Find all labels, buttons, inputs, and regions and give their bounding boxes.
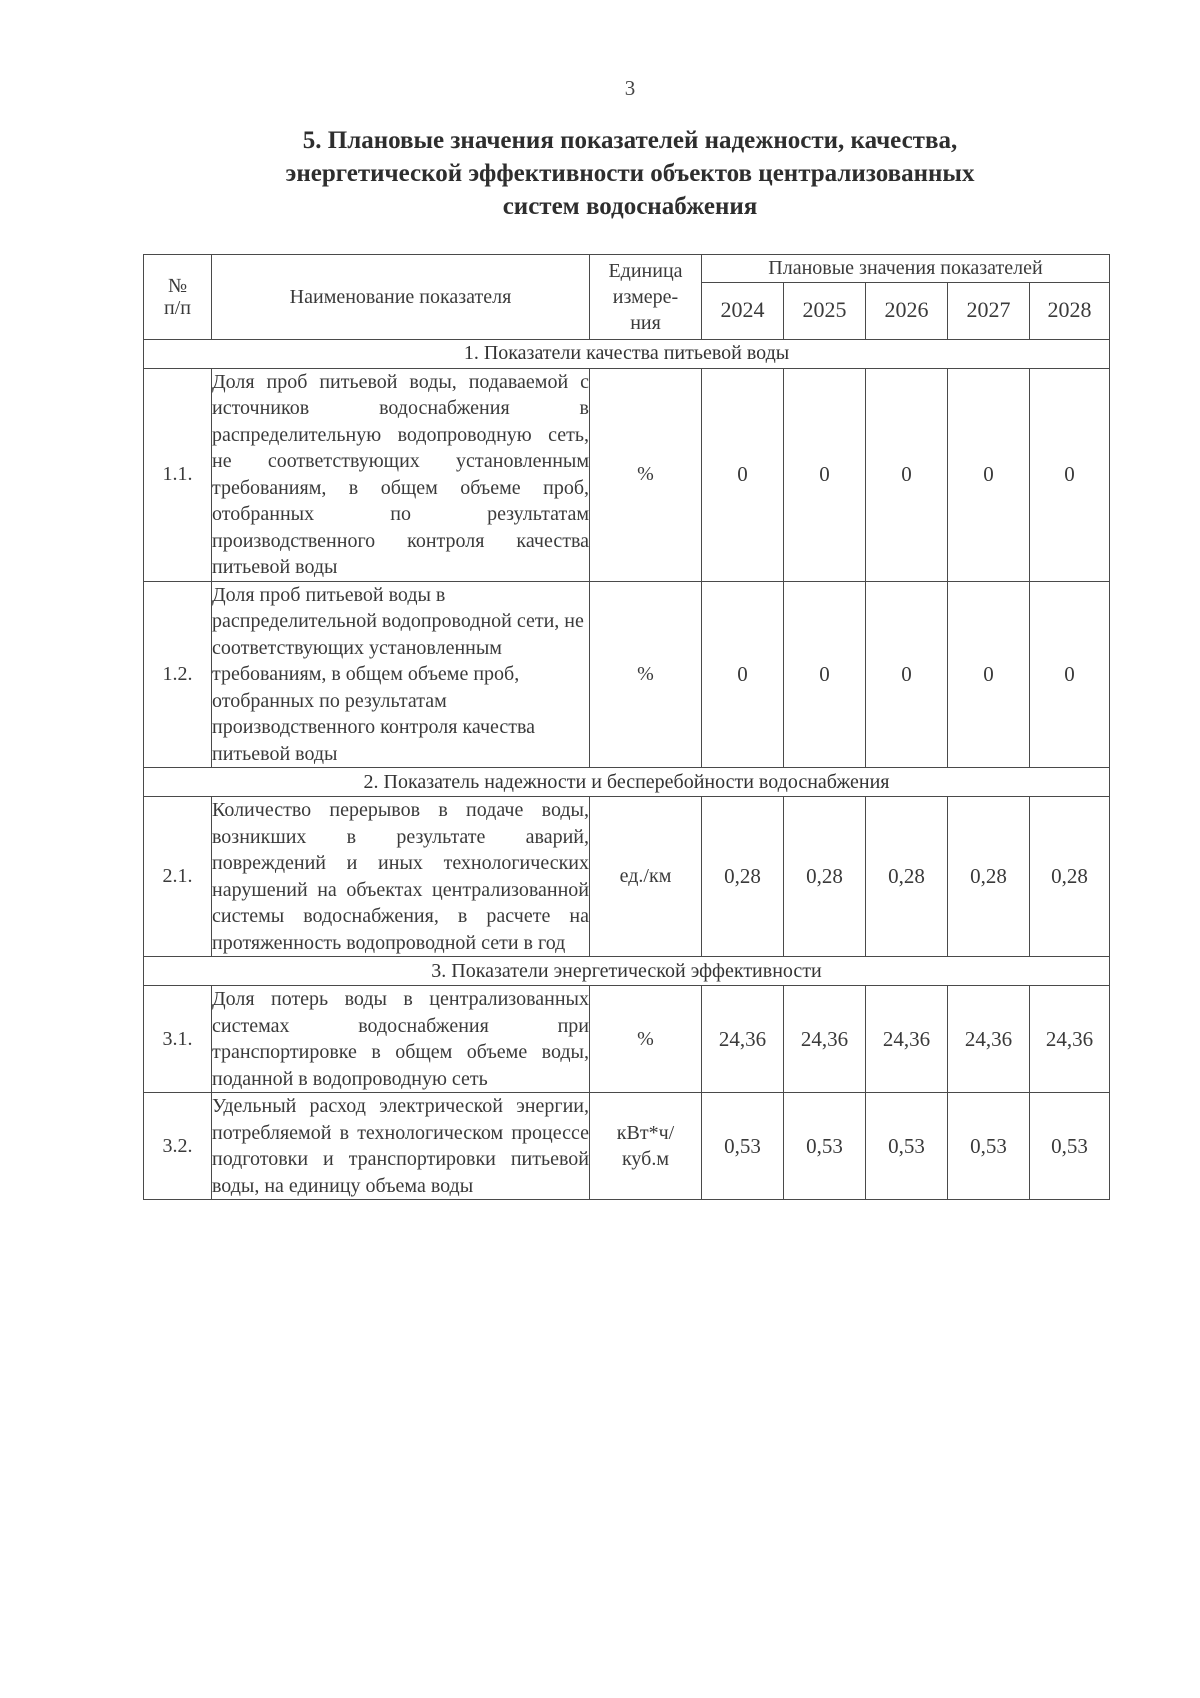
- header-unit: [590, 255, 702, 340]
- heading-line-2: энергетической эффективности объектов централизованных: [285, 160, 975, 187]
- row-indicator-name: Доля проб питьевой воды в распределительной водопроводной сети, не соответствующих установленным требованиям, в общем объеме проб, отобранных по результатам производственного контроля качества питьевой воды: [212, 581, 590, 768]
- row-value-2026: 0,53: [866, 1093, 948, 1200]
- header-year: 2025: [784, 282, 866, 339]
- header-number-line-2: п/п: [164, 296, 191, 319]
- row-number: 1.2.: [144, 581, 212, 768]
- header-planned-values: Плановые значения показателей: [702, 255, 1110, 283]
- header-unit-line-2: измере-: [612, 285, 679, 308]
- row-unit-line-2: куб.м: [621, 1148, 669, 1170]
- section-row: [144, 339, 1110, 368]
- row-value-2028: 24,36: [1030, 986, 1110, 1093]
- section-row: [144, 768, 1110, 797]
- row-value-2024: 0: [702, 368, 784, 581]
- row-value-2027: 0: [948, 368, 1030, 581]
- row-value-2027: 24,36: [948, 986, 1030, 1093]
- row-indicator-name: Удельный расход электрической энергии, потребляемой в технологическом процессе подготовки и транспортировки питьевой воды, на единицу объема воды: [212, 1093, 590, 1200]
- row-value-2028: 0,28: [1030, 797, 1110, 957]
- row-value-2026: 24,36: [866, 986, 948, 1093]
- header-year: 2026: [866, 282, 948, 339]
- table-header-row: [144, 255, 1110, 283]
- row-value-2025: 0,28: [784, 797, 866, 957]
- row-value-2025: 0: [784, 368, 866, 581]
- section-title: 1. Показатели качества питьевой воды: [144, 339, 1110, 368]
- header-unit-line-3: ния: [630, 311, 661, 334]
- page-number: 3: [624, 76, 636, 100]
- indicators-table: [143, 254, 1110, 1200]
- heading-line-3: систем водоснабжения: [502, 193, 758, 220]
- row-indicator-name: Доля потерь воды в централизованных системах водоснабжения при транспортировке в общем объеме воды, поданной в водопроводную сеть: [212, 986, 590, 1093]
- row-value-2024: 0,53: [702, 1093, 784, 1200]
- row-value-2026: 0: [866, 581, 948, 768]
- row-value-2025: 24,36: [784, 986, 866, 1093]
- heading-line-1: 5. Плановые значения показателей надежности, качества,: [302, 127, 958, 154]
- header-year: 2024: [702, 282, 784, 339]
- row-unit: ед./км: [590, 797, 702, 957]
- row-unit: [590, 1093, 702, 1200]
- section-title: 2. Показатель надежности и бесперебойности водоснабжения: [144, 768, 1110, 797]
- row-value-2027: 0,53: [948, 1093, 1030, 1200]
- header-number-line-1: №: [167, 274, 188, 297]
- row-value-2025: 0: [784, 581, 866, 768]
- row-unit: %: [590, 368, 702, 581]
- section-row: [144, 957, 1110, 986]
- row-value-2028: 0,53: [1030, 1093, 1110, 1200]
- row-value-2028: 0: [1030, 368, 1110, 581]
- row-number: 3.2.: [144, 1093, 212, 1200]
- row-indicator-name: Количество перерывов в подаче воды, возникших в результате аварий, повреждений и иных технологических нарушений на объектах централизованной системы водоснабжения, в расчете на протяженность водопроводной сети в год: [212, 797, 590, 957]
- header-indicator-name: Наименование показателя: [212, 255, 590, 340]
- table-row: [144, 581, 1110, 768]
- header-number: [144, 255, 212, 340]
- row-value-2026: 0,28: [866, 797, 948, 957]
- section-title: 3. Показатели энергетической эффективности: [144, 957, 1110, 986]
- row-number: 1.1.: [144, 368, 212, 581]
- row-value-2025: 0,53: [784, 1093, 866, 1200]
- row-number: 2.1.: [144, 797, 212, 957]
- table-row: [144, 368, 1110, 581]
- row-indicator-name: Доля проб питьевой воды, подаваемой с источников водоснабжения в распределительную водопроводную сеть, не соответствующих установленным требованиям, в общем объеме проб, отобранных по результатам производственного контроля качества питьевой воды: [212, 368, 590, 581]
- row-value-2027: 0,28: [948, 797, 1030, 957]
- row-unit: %: [590, 581, 702, 768]
- section-heading: [180, 124, 1080, 223]
- row-value-2028: 0: [1030, 581, 1110, 768]
- table-row: [144, 1093, 1110, 1200]
- row-unit: %: [590, 986, 702, 1093]
- header-year: 2027: [948, 282, 1030, 339]
- row-value-2027: 0: [948, 581, 1030, 768]
- row-value-2026: 0: [866, 368, 948, 581]
- table-row: [144, 986, 1110, 1093]
- header-year: 2028: [1030, 282, 1110, 339]
- row-value-2024: 0: [702, 581, 784, 768]
- row-number: 3.1.: [144, 986, 212, 1093]
- header-unit-line-1: Единица: [608, 259, 683, 282]
- row-unit-line-1: кВт*ч/: [616, 1121, 675, 1144]
- table-row: [144, 797, 1110, 957]
- row-value-2024: 24,36: [702, 986, 784, 1093]
- row-value-2024: 0,28: [702, 797, 784, 957]
